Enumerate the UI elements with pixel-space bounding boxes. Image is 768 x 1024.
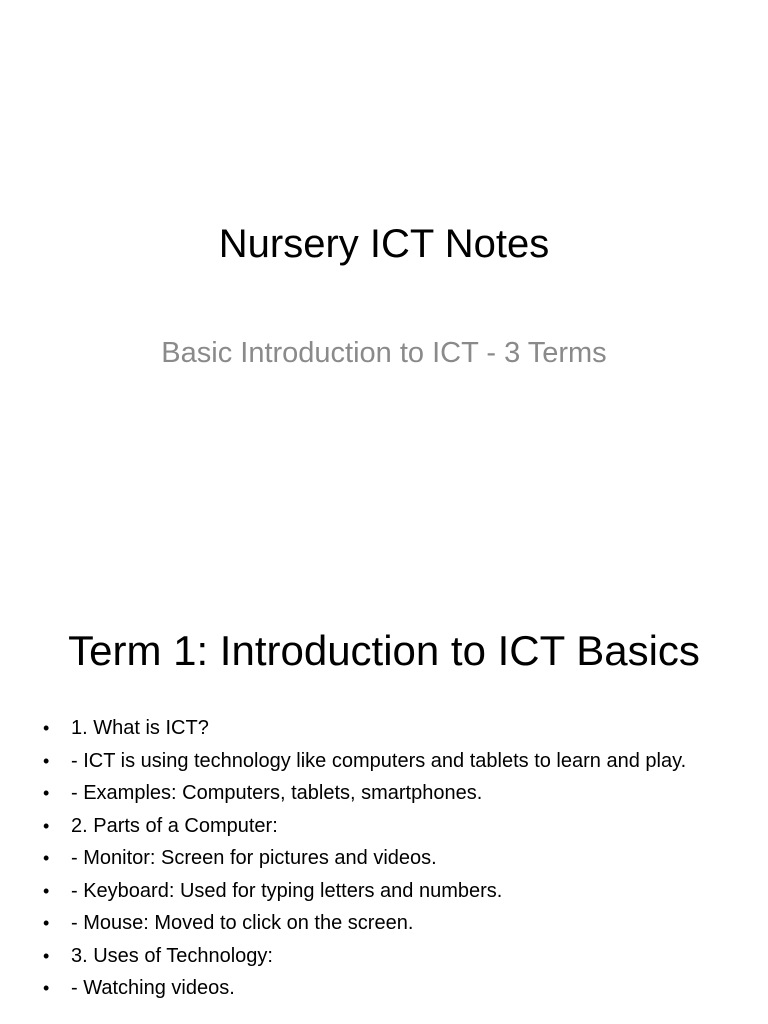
bullet-item bbox=[40, 845, 700, 871]
bullet-item bbox=[40, 780, 700, 806]
bullet-item bbox=[40, 910, 700, 936]
bullet-dot-icon: • bbox=[43, 783, 50, 803]
term-1-slide bbox=[0, 576, 768, 1024]
bullet-text: - Monitor: Screen for pictures and videos. bbox=[71, 847, 437, 869]
bullet-text: - Watching videos. bbox=[71, 977, 235, 999]
bullet-item bbox=[40, 748, 700, 774]
bullet-text: 3. Uses of Technology: bbox=[71, 944, 273, 967]
bullet-list bbox=[40, 715, 700, 1008]
bullet-dot-icon: • bbox=[43, 913, 50, 933]
bullet-item bbox=[40, 715, 700, 741]
bullet-dot-icon: • bbox=[43, 978, 50, 998]
slide-subtitle: Basic Introduction to ICT - 3 Terms bbox=[161, 337, 607, 369]
bullet-text: 2. Parts of a Computer: bbox=[71, 814, 278, 837]
bullet-dot-icon: • bbox=[43, 880, 50, 901]
bullet-item bbox=[40, 813, 700, 839]
bullet-text: - ICT is using technology like computers and tablets to learn and play. bbox=[71, 749, 687, 772]
bullet-dot-icon: • bbox=[43, 750, 50, 771]
bullet-text: - Keyboard: Used for typing letters and numbers. bbox=[71, 879, 503, 902]
bullet-item bbox=[40, 975, 700, 1001]
bullet-text: 1. What is ICT? bbox=[71, 717, 209, 739]
bullet-dot-icon: • bbox=[43, 718, 50, 738]
bullet-item bbox=[40, 878, 700, 904]
bullet-dot-icon: • bbox=[43, 848, 50, 868]
bullet-item bbox=[40, 943, 700, 969]
slide-title: Term 1: Introduction to ICT Basics bbox=[68, 627, 700, 674]
bullet-dot-icon: • bbox=[43, 815, 50, 836]
bullet-text: - Mouse: Moved to click on the screen. bbox=[71, 912, 414, 934]
slide-title: Nursery ICT Notes bbox=[218, 222, 550, 266]
bullet-dot-icon: • bbox=[43, 945, 50, 966]
bullet-text: - Examples: Computers, tablets, smartphones. bbox=[71, 782, 483, 804]
